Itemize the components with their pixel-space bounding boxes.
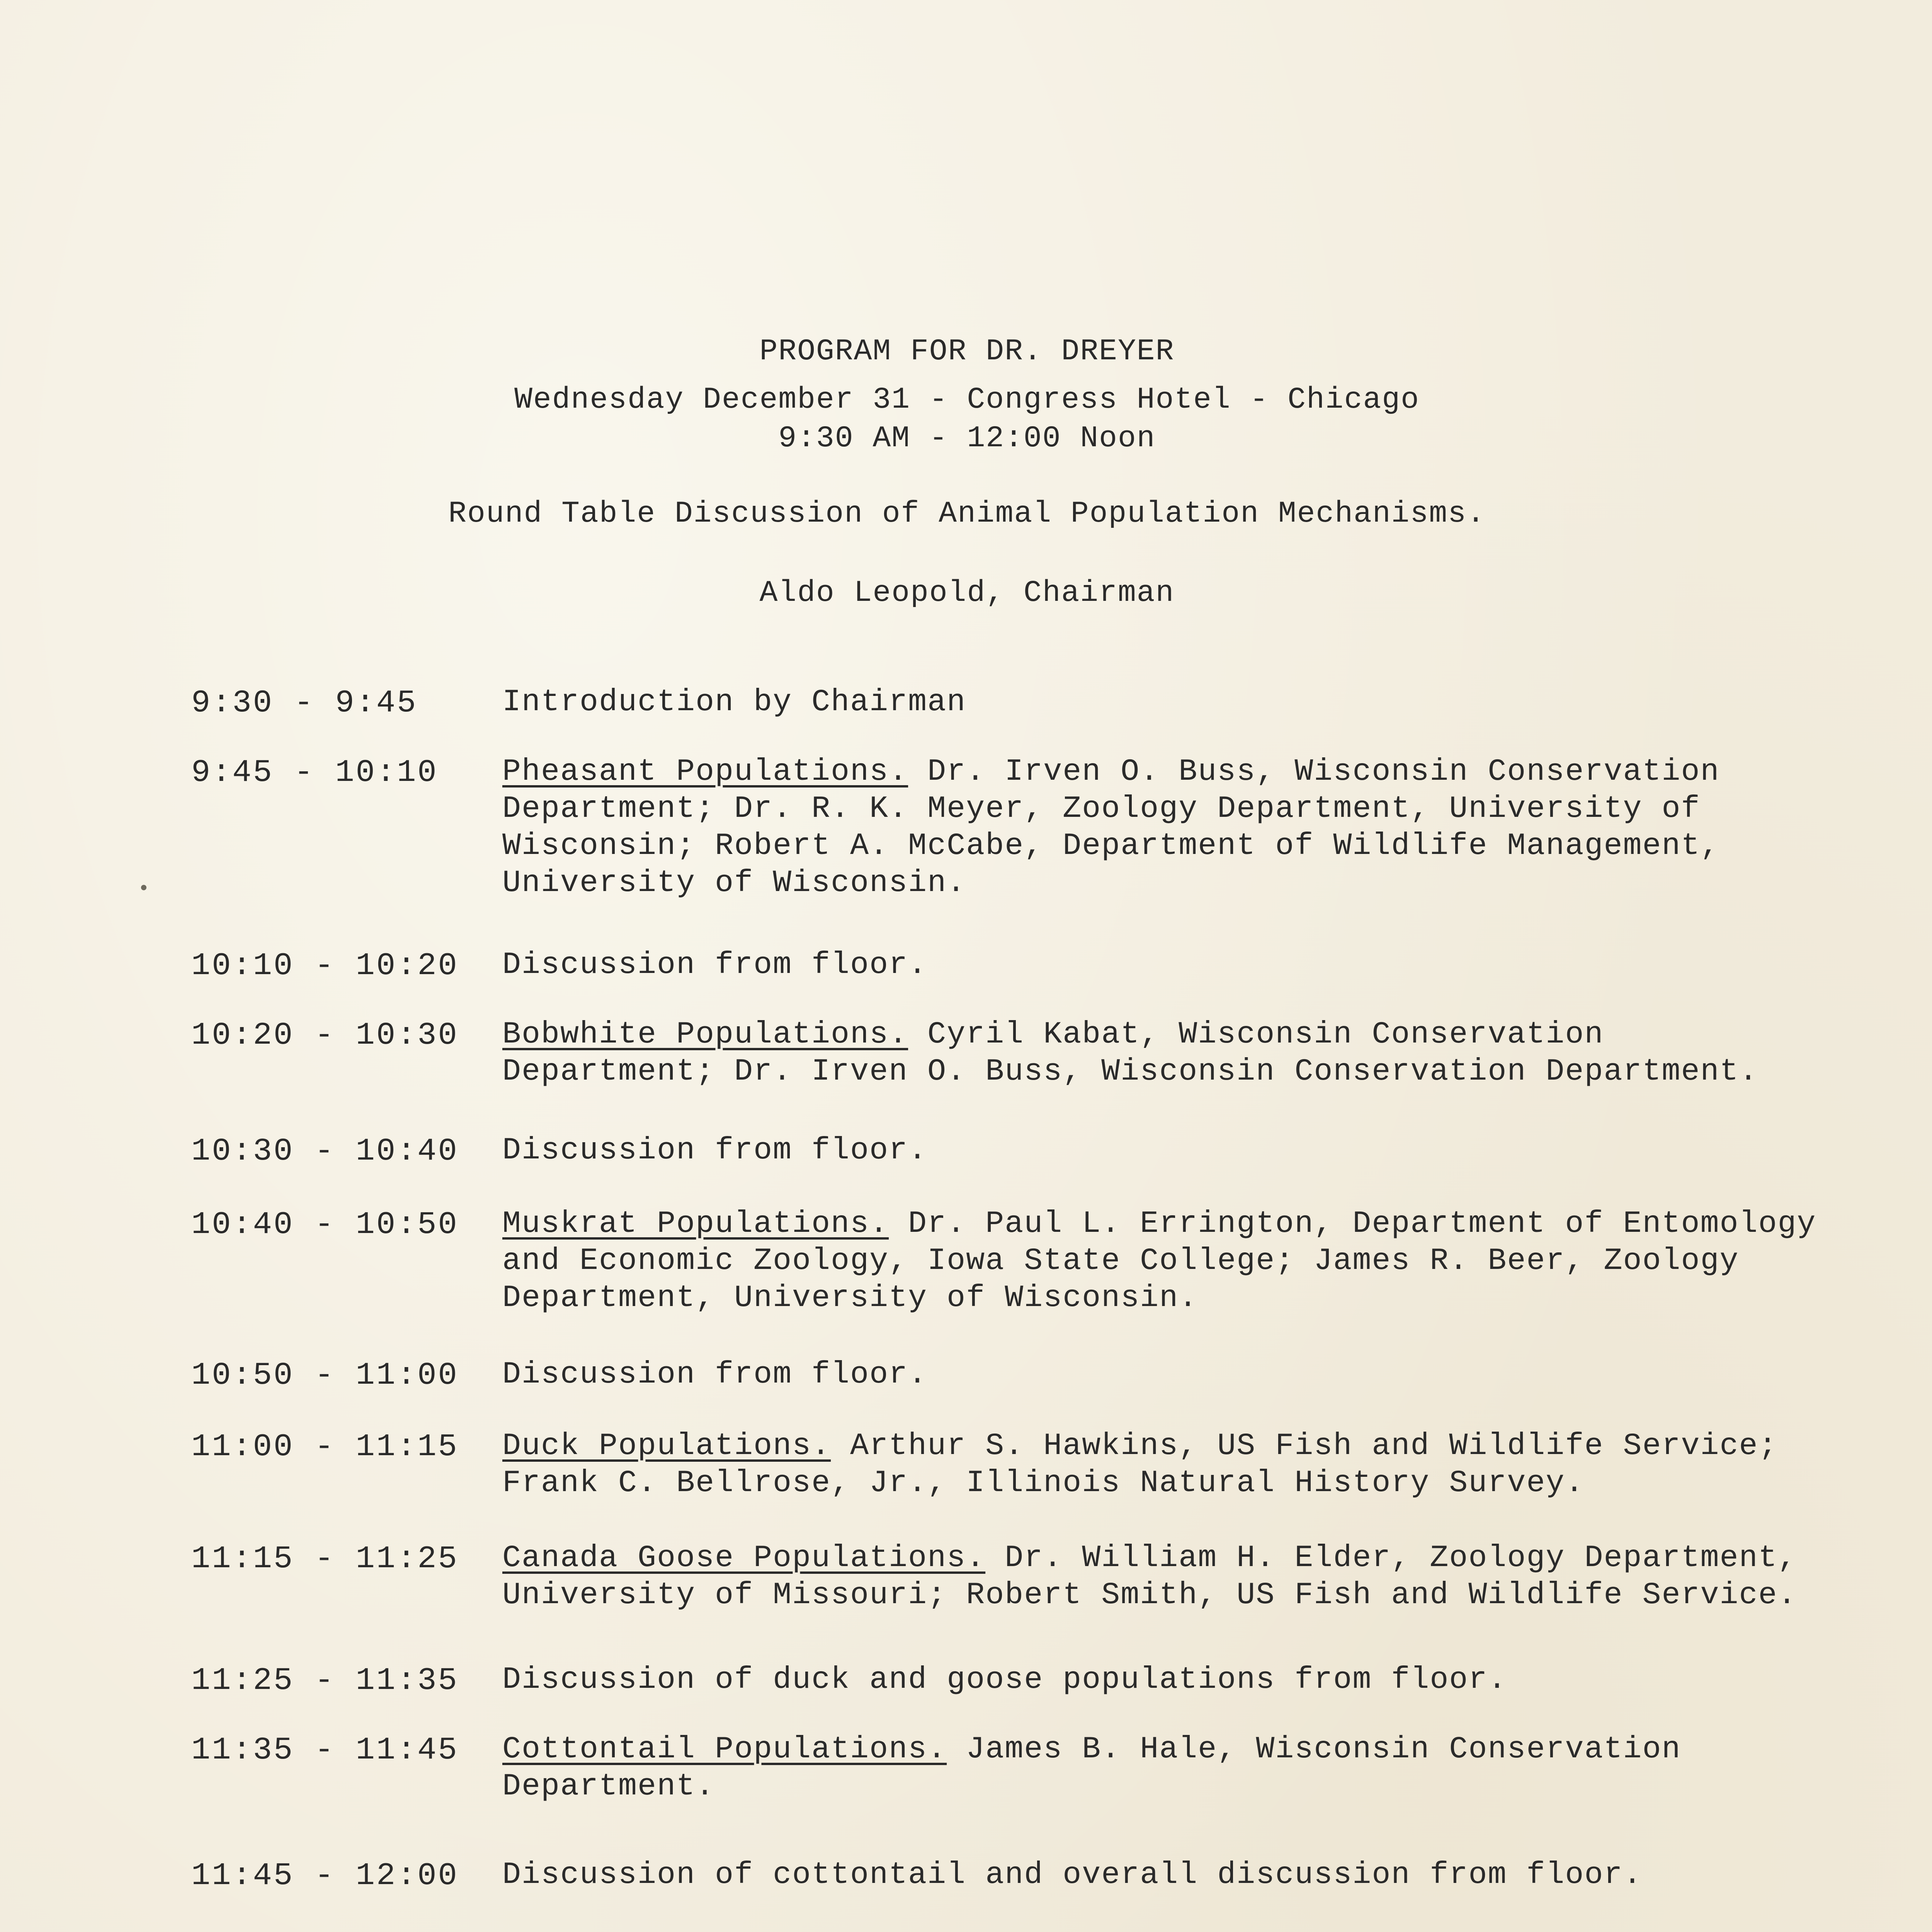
entry-description: [502, 1731, 1824, 1805]
entry-time: 11:45 - 12:00: [191, 1858, 459, 1894]
entry-topic: Cottontail Populations.: [502, 1732, 947, 1767]
entry-time: 10:50 - 11:00: [191, 1357, 459, 1393]
entry-time: 11:15 - 11:25: [191, 1541, 459, 1577]
entry-time: 10:40 - 10:50: [191, 1207, 459, 1243]
entry-text: Dr. Irven O. Buss, Wisconsin Conservation Department; Dr. R. K. Meyer, Zoology Department, University of Wisconsin; Robert A. McCabe, Department of Wildlife Management, University of Wisconsin.: [502, 754, 1720, 901]
entry-description: [502, 1206, 1824, 1317]
entry-description: [502, 1857, 1824, 1894]
entry-time: 10:30 - 10:40: [191, 1133, 459, 1169]
chairman-line: Aldo Leopold, Chairman: [759, 576, 1175, 610]
entry-description: [502, 684, 1824, 721]
entry-time: 11:25 - 11:35: [191, 1663, 459, 1699]
entry-text: Dr. William H. Elder, Zoology Department, University of Missouri; Robert Smith, US Fish and Wildlife Service.: [502, 1541, 1797, 1613]
entry-description: [502, 1540, 1824, 1614]
program-title: PROGRAM FOR DR. DREYER: [759, 335, 1175, 369]
entry-time: 9:45 - 10:10: [191, 755, 438, 791]
entry-text: Discussion from floor.: [502, 1133, 928, 1168]
entry-description: [502, 1662, 1824, 1699]
discussion-title: Round Table Discussion of Animal Population Mechanisms.: [448, 497, 1486, 531]
entry-topic: Muskrat Populations.: [502, 1206, 889, 1242]
entry-time: 11:00 - 11:15: [191, 1429, 459, 1465]
entry-text: Introduction by Chairman: [502, 685, 966, 720]
entry-description: [502, 1356, 1824, 1393]
entry-time: 11:35 - 11:45: [191, 1732, 459, 1768]
entry-time: 10:20 - 10:30: [191, 1017, 459, 1053]
entry-description: [502, 1428, 1824, 1502]
entry-time: 9:30 - 9:45: [191, 685, 418, 721]
entry-topic: Pheasant Populations.: [502, 754, 908, 789]
entry-text: Discussion from floor.: [502, 1357, 928, 1392]
entry-description: [502, 947, 1824, 984]
entry-text: Dr. Paul L. Errington, Department of Entomology and Economic Zoology, Iowa State College; James R. Beer, Zoology Department, University of Wisconsin.: [502, 1206, 1816, 1316]
entry-time: 10:10 - 10:20: [191, 948, 459, 984]
entry-description: [502, 753, 1824, 902]
date-location: Wednesday December 31 - Congress Hotel - Chicago: [514, 383, 1420, 417]
entry-text: Discussion of cottontail and overall discussion from floor.: [502, 1857, 1643, 1893]
entry-topic: Duck Populations.: [502, 1429, 831, 1464]
entry-description: [502, 1016, 1824, 1090]
entry-text: Cyril Kabat, Wisconsin Conservation Department; Dr. Irven O. Buss, Wisconsin Conservation Department.: [502, 1017, 1759, 1089]
entry-text: Arthur S. Hawkins, US Fish and Wildlife Service; Frank C. Bellrose, Jr., Illinois Natural History Survey.: [502, 1429, 1778, 1501]
entry-description: [502, 1132, 1824, 1169]
ink-speck: [141, 885, 146, 890]
entry-topic: Bobwhite Populations.: [502, 1017, 908, 1052]
entry-text: Discussion of duck and goose populations from floor.: [502, 1662, 1507, 1697]
entry-text: Discussion from floor.: [502, 947, 928, 983]
entry-topic: Canada Goose Populations.: [502, 1541, 986, 1576]
entry-text: James B. Hale, Wisconsin Conservation Department.: [502, 1732, 1681, 1804]
time-range: 9:30 AM - 12:00 Noon: [778, 422, 1156, 456]
